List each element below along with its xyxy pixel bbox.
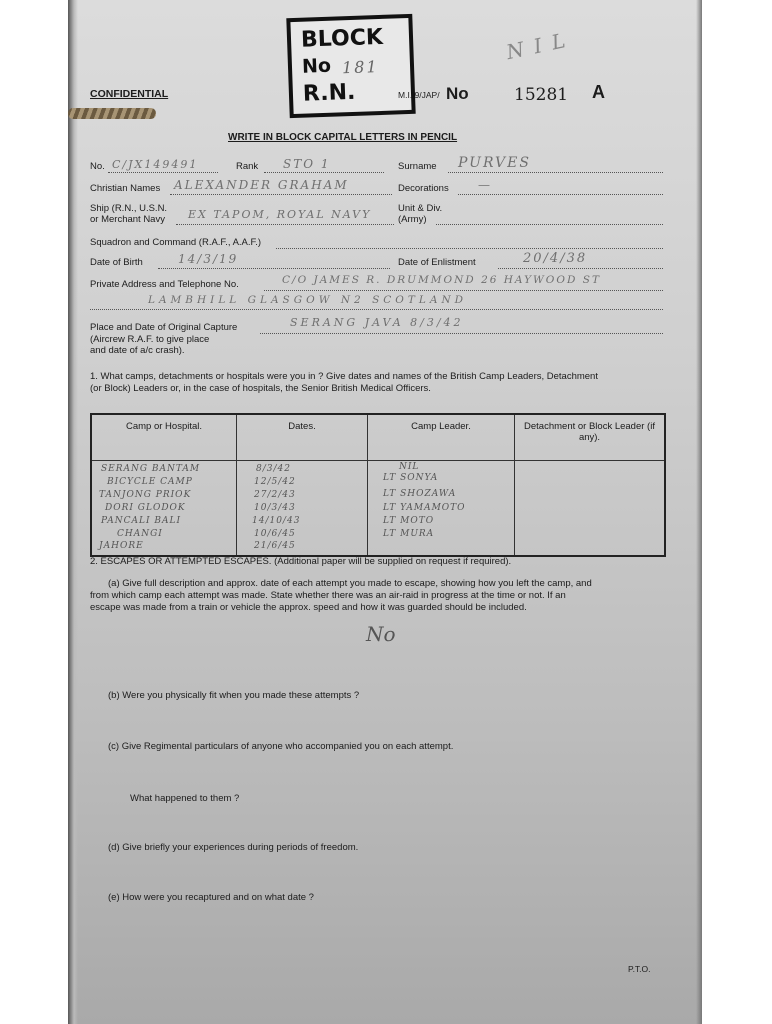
enlistment-value: 20/4/38 <box>523 251 588 266</box>
stamp-block-text: BLOCK <box>300 24 384 53</box>
question-2a-answer: No <box>366 622 396 646</box>
date-entry: 27/2/43 <box>254 490 296 500</box>
camp-entry: CHANGI <box>117 529 163 539</box>
detachment-leader-cell <box>515 461 666 557</box>
leader-entry: LT MURA <box>383 529 435 539</box>
question-1: 1. What camps, detachments or hospitals were you in ? Give dates and names of the British Camp Leaders, Detachment (or Block) Leaders or, in the case of hospitals, the Senior British Medical Officers. <box>90 371 598 394</box>
ship-label: Ship (R.N., U.S.N. or Merchant Navy <box>90 203 168 225</box>
capture-label: Place and Date of Original Capture <box>90 322 238 333</box>
camp-list <box>93 462 235 554</box>
christian-names-value: ALEXANDER GRAHAM <box>174 178 349 192</box>
christian-names-label: Christian Names <box>90 183 161 194</box>
leaders-list <box>369 462 513 554</box>
surname-field-label: Surname <box>398 161 437 172</box>
ref-code: M.I. 9/JAP/ <box>398 90 440 100</box>
serial-suffix: A <box>592 82 605 102</box>
camp-entry: JAHORE <box>99 541 144 551</box>
date-entry: 21/6/45 <box>254 541 296 551</box>
camp-entry: PANCALI BALI <box>101 516 182 526</box>
stamp-no-text: No <box>301 54 332 78</box>
camp-entry: SERANG BANTAM <box>101 464 201 474</box>
pto-label: P.T.O. <box>628 964 651 974</box>
question-2b: (b) Were you physically fit when you made these attempts ? <box>108 690 360 701</box>
address-label: Private Address and Telephone No. <box>90 279 239 290</box>
string-binding <box>68 108 156 119</box>
leader-entry: LT MOTO <box>383 516 435 526</box>
leader-entry: LT YAMAMOTO <box>383 503 466 513</box>
header-dates: Dates. <box>237 414 368 461</box>
camps-table-header <box>91 414 665 461</box>
nil-annotation: N I L <box>504 27 570 65</box>
date-entry: 12/5/42 <box>254 477 296 487</box>
question-2c: (c) Give Regimental particulars of anyone who accompanied you on each attempt. <box>108 741 454 752</box>
capture-value: SERANG JAVA 8/3/42 <box>290 316 464 329</box>
squadron-label: Squadron and Command (R.A.F., A.A.F.) <box>90 237 262 248</box>
dob-value: 14/3/19 <box>178 252 239 266</box>
dates-list <box>238 462 366 554</box>
no-label: No <box>446 84 469 103</box>
date-entry: 10/6/45 <box>254 529 296 539</box>
block-stamp <box>286 14 415 118</box>
camps-table-row <box>91 461 665 557</box>
stamp-rn-text: R.N. <box>302 79 356 107</box>
header-camp-leader: Camp Leader. <box>368 414 515 461</box>
header-detachment-leader: Detachment or Block Leader (if any). <box>515 414 666 461</box>
date-entry: 8/3/42 <box>256 464 291 474</box>
leader-entry: LT SONYA <box>383 473 439 483</box>
rank-field-label: Rank <box>236 161 259 172</box>
rank-field-value: STO 1 <box>283 157 331 171</box>
decorations-label: Decorations <box>398 183 449 194</box>
camp-entry: DORI GLODOK <box>105 503 186 513</box>
question-2a: (a) Give full description and approx. date of each attempt you made to escape, showing how you left the camp, and from which camp each attempt was made. State whether there was an air-raid in progress at the time or not. If an escape was made from a train or vehicle the approx. speed and how it was guarded should be included. <box>90 578 592 613</box>
ship-value: EX TAPOM, ROYAL NAVY <box>188 208 372 221</box>
capture-sub-label: (Aircrew R.A.F. to give place and date of a/c crash). <box>90 334 210 356</box>
unit-label: Unit & Div. (Army) <box>398 203 443 225</box>
leader-entry: LT SHOZAWA <box>383 489 457 499</box>
no-field-value: C/JX149491 <box>112 158 199 171</box>
leader-entry: NIL <box>399 462 420 472</box>
address-value-line1: C/O JAMES R. DRUMMOND 26 HAYWOOD ST <box>282 274 601 286</box>
question-2c-sub: What happened to them ? <box>130 793 240 804</box>
date-entry: 14/10/43 <box>252 516 301 526</box>
question-2e: (e) How were you recaptured and on what date ? <box>108 892 314 903</box>
dob-label: Date of Birth <box>90 257 143 268</box>
pow-questionnaire-page <box>68 0 702 1024</box>
camps-table <box>90 413 666 557</box>
header-camp: Camp or Hospital. <box>91 414 237 461</box>
serial-number: 15281 <box>514 85 569 105</box>
enlistment-label: Date of Enlistment <box>398 257 476 268</box>
confidential-label: CONFIDENTIAL <box>90 88 169 100</box>
stamp-number: 181 <box>341 57 379 78</box>
question-2-title: 2. ESCAPES OR ATTEMPTED ESCAPES. (Additional paper will be supplied on request if required). <box>90 556 512 567</box>
no-field-label: No. <box>90 161 105 172</box>
instruction-heading: WRITE IN BLOCK CAPITAL LETTERS IN PENCIL <box>228 132 458 143</box>
decorations-value: — <box>478 178 492 192</box>
camp-entry: BICYCLE CAMP <box>107 477 193 487</box>
question-2d: (d) Give briefly your experiences during periods of freedom. <box>108 842 359 853</box>
camp-entry: TANJONG PRIOK <box>99 490 192 500</box>
surname-field-value: PURVES <box>458 155 531 171</box>
address-value-line2: LAMBHILL GLASGOW N2 SCOTLAND <box>148 294 468 306</box>
date-entry: 10/3/43 <box>254 503 296 513</box>
